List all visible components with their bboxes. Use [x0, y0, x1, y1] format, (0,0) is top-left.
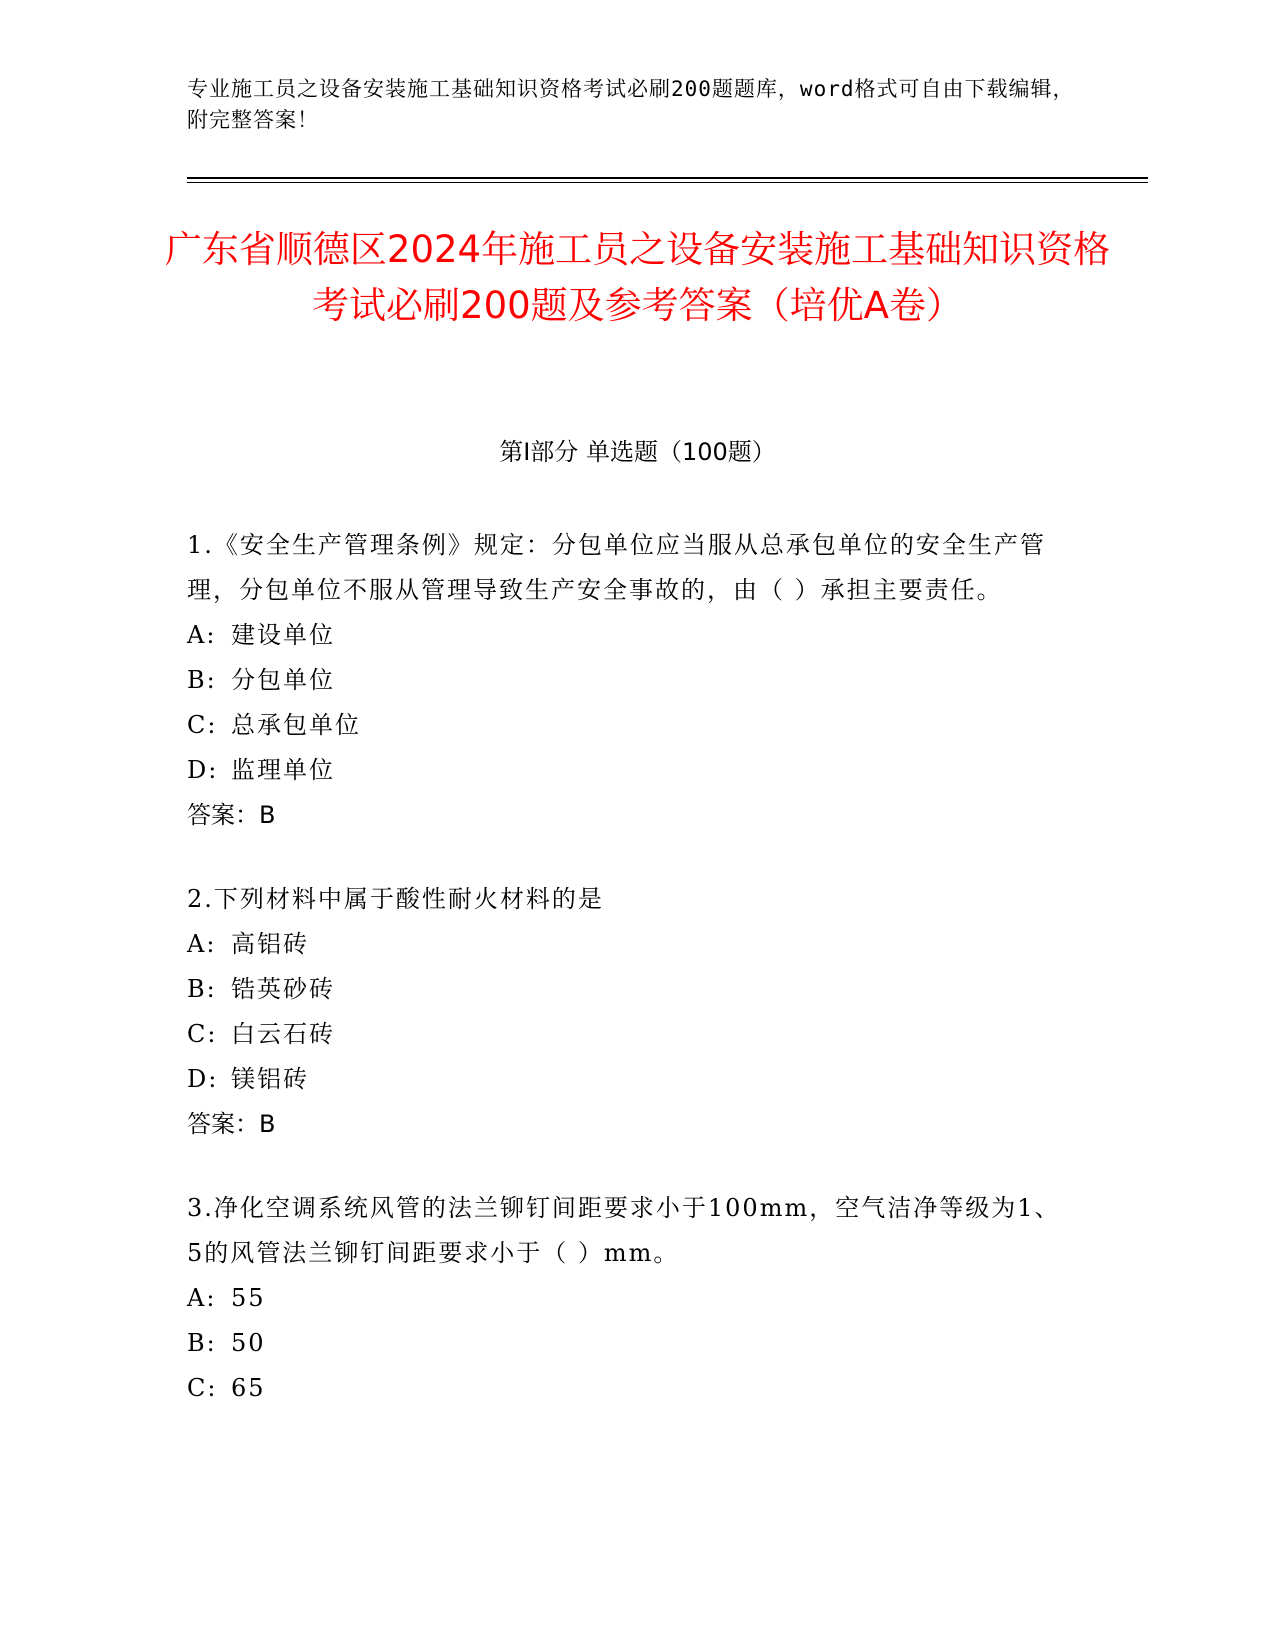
option-letter: C:	[187, 711, 218, 739]
question-1	[187, 523, 1067, 838]
header-note: 专业施工员之设备安装施工基础知识资格考试必刷200题题库，word格式可自由下载编辑，附完整答案！	[187, 77, 1075, 132]
option-text: 50	[231, 1329, 266, 1357]
option-c	[187, 1012, 1067, 1057]
option-letter: C:	[187, 1374, 218, 1402]
option-c	[187, 1366, 1067, 1411]
option-letter: D:	[187, 756, 219, 784]
answer: 答案：B	[187, 801, 276, 829]
option-letter: B:	[187, 666, 217, 694]
option-a	[187, 1276, 1067, 1321]
option-b	[187, 1321, 1067, 1366]
document-title: 广东省顺德区2024年施工员之设备安装施工基础知识资格考试必刷200题及参考答案（培优A卷）	[164, 228, 1111, 327]
question-stem: 2.下列材料中属于酸性耐火材料的是	[187, 885, 604, 913]
option-letter: B:	[187, 975, 217, 1003]
question-3	[187, 1186, 1067, 1411]
question-list	[187, 526, 1067, 1453]
header-divider-thick	[187, 177, 1148, 179]
option-letter: A:	[187, 621, 217, 649]
section-title: 第Ⅰ部分 单选题（100题）	[499, 438, 776, 466]
option-text: 建设单位	[231, 621, 335, 649]
option-letter: C:	[187, 1020, 218, 1048]
option-d	[187, 1057, 1067, 1102]
option-a	[187, 922, 1067, 967]
option-c	[187, 703, 1067, 748]
option-a	[187, 613, 1067, 658]
option-text: 锆英砂砖	[231, 975, 335, 1003]
option-text: 镁铝砖	[231, 1065, 309, 1093]
option-b	[187, 658, 1067, 703]
option-letter: A:	[187, 1284, 217, 1312]
option-text: 65	[231, 1374, 266, 1402]
option-text: 高铝砖	[231, 930, 309, 958]
question-stem: 1.《安全生产管理条例》规定：分包单位应当服从总承包单位的安全生产管理，分包单位不服从管理导致生产安全事故的，由（ ）承担主要责任。	[187, 531, 1046, 604]
option-b	[187, 967, 1067, 1012]
question-stem: 3.净化空调系统风管的法兰铆钉间距要求小于100mm，空气洁净等级为1、5的风管法兰铆钉间距要求小于（ ）mm。	[187, 1194, 1061, 1267]
answer: 答案：B	[187, 1110, 276, 1138]
option-text: 监理单位	[231, 756, 335, 784]
header-divider-thin	[187, 182, 1148, 183]
option-text: 白云石砖	[231, 1020, 335, 1048]
option-text: 分包单位	[231, 666, 335, 694]
option-d	[187, 748, 1067, 793]
option-letter: B:	[187, 1329, 217, 1357]
question-2	[187, 877, 1067, 1147]
option-text: 55	[231, 1284, 266, 1312]
option-text: 总承包单位	[231, 711, 361, 739]
option-letter: A:	[187, 930, 217, 958]
option-letter: D:	[187, 1065, 219, 1093]
